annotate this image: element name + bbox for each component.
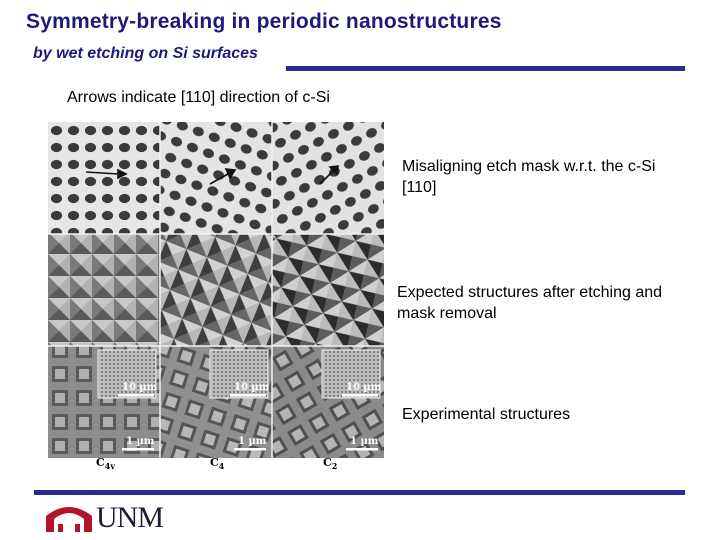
scale-bar-label: 1 µm [238, 436, 267, 447]
scale-bar [346, 448, 378, 451]
scale-bar [118, 394, 154, 397]
scale-bar [122, 448, 154, 451]
scale-bar [234, 448, 266, 451]
scale-bar-label: 10 µm [234, 382, 270, 393]
scale-bar-label: 1 µm [126, 436, 155, 447]
mask-panel-c2 [272, 122, 384, 234]
scale-bar-label: 10 µm [346, 382, 382, 393]
unm-logo-icon [44, 502, 94, 534]
sem-figure-panel [48, 122, 384, 458]
scale-bar [342, 394, 378, 397]
arrow-note: Arrows indicate [110] direction of c-Si [67, 89, 330, 106]
expected-panel-c4 [160, 234, 272, 346]
caption-expected: Expected structures after etching and mask removal [397, 284, 663, 322]
caption-experimental: Experimental structures [402, 406, 571, 423]
bottom-divider [34, 490, 685, 495]
top-divider [286, 66, 685, 71]
scale-bar-label: 1 µm [350, 436, 379, 447]
unm-logo-text: UNM [96, 501, 164, 534]
expected-panel-c4v [48, 234, 160, 346]
caption-mask: Misaligning etch mask w.r.t. the c-Si [110] [402, 158, 656, 196]
slide-subtitle: by wet etching on Si surfaces [33, 45, 258, 62]
symmetry-label-c4: $C_4$ [210, 456, 225, 472]
symmetry-label-c4v: $C_{4v}$ [96, 456, 115, 472]
sem-figure-grid [48, 122, 384, 458]
scale-bar [230, 394, 266, 397]
slide-title: Symmetry-breaking in periodic nanostructures [26, 10, 502, 33]
symmetry-label-c2: $C_2$ [323, 456, 338, 472]
expected-panel-c2 [272, 234, 384, 346]
mask-panel-c4 [160, 122, 272, 234]
scale-bar-label: 10 µm [122, 382, 158, 393]
mask-panel-c4v [48, 122, 160, 234]
